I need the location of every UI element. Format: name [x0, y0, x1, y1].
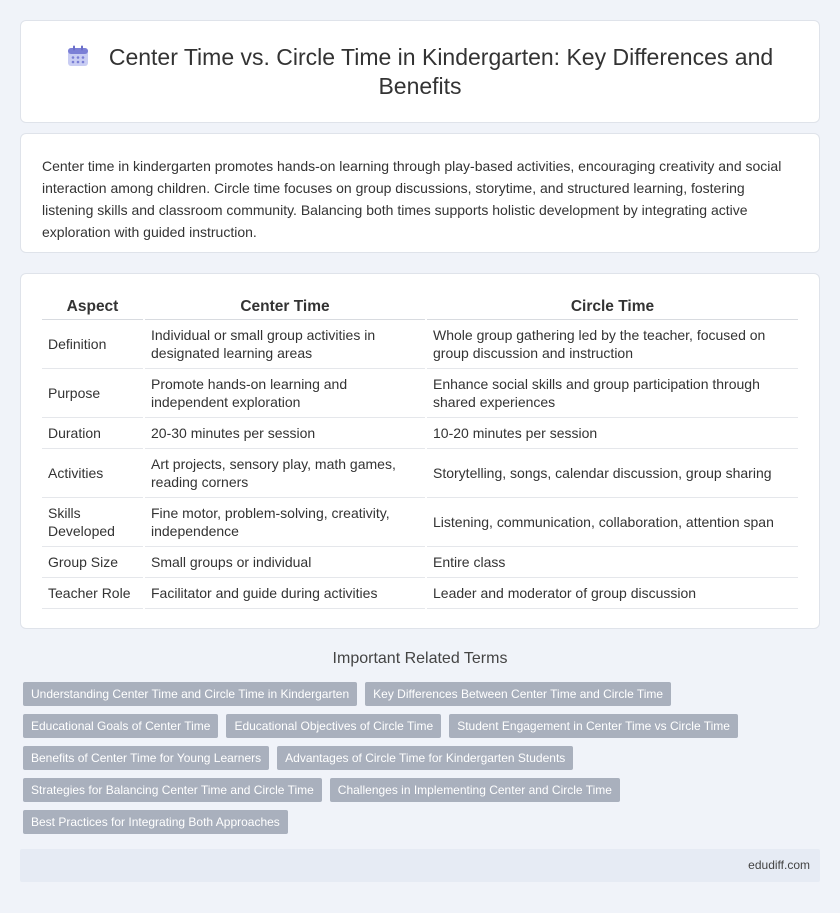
title-card [20, 20, 820, 123]
aspect-cell: Definition [42, 319, 144, 368]
table-row [42, 546, 798, 577]
circle-time-cell: Storytelling, songs, calendar discussion, group sharing [426, 448, 798, 497]
tag-row [23, 714, 803, 738]
center-time-cell: 20-30 minutes per session [144, 417, 426, 448]
footer [20, 849, 820, 882]
aspect-cell: Activities [42, 448, 144, 497]
related-tag[interactable]: Advantages of Circle Time for Kindergarten Students [277, 746, 573, 770]
tag-row [23, 778, 803, 802]
table-row [42, 577, 798, 608]
related-tag[interactable]: Best Practices for Integrating Both Approaches [23, 810, 288, 834]
comparison-card [20, 273, 820, 629]
footer-site-link[interactable]: edudiff.com [748, 858, 810, 872]
aspect-cell: Group Size [42, 546, 144, 577]
calendar-icon [67, 45, 89, 67]
related-tag[interactable]: Educational Goals of Center Time [23, 714, 218, 738]
page-title: Center Time vs. Circle Time in Kindergarten: Key Differences and Benefits [108, 44, 774, 99]
circle-time-cell: Whole group gathering led by the teacher, focused on group discussion and instruction [426, 319, 798, 368]
header-center-time: Center Time [144, 295, 426, 319]
table-row [42, 417, 798, 448]
aspect-cell: Duration [42, 417, 144, 448]
tag-row [23, 746, 803, 770]
related-tag[interactable]: Student Engagement in Center Time vs Circle Time [449, 714, 738, 738]
related-tag[interactable]: Understanding Center Time and Circle Time in Kindergarten [23, 682, 357, 706]
center-time-cell: Fine motor, problem-solving, creativity, independence [144, 497, 426, 546]
intro-text: Center time in kindergarten promotes hands-on learning through play-based activities, encouraging creativity and social interaction among children. Circle time focuses on group discussions, storytime, and structured learning, fostering listening skills and classroom community. Balancing both times supports holistic development by integrating active exploration with guided instruction. [42, 158, 782, 240]
center-time-cell: Art projects, sensory play, math games, reading corners [144, 448, 426, 497]
header-aspect: Aspect [42, 295, 144, 319]
table-row [42, 319, 798, 368]
tag-row [23, 810, 803, 834]
related-terms-title: Important Related Terms [332, 650, 508, 667]
intro-card [20, 133, 820, 253]
center-time-cell: Individual or small group activities in designated learning areas [144, 319, 426, 368]
related-tag[interactable]: Key Differences Between Center Time and Circle Time [365, 682, 671, 706]
circle-time-cell: Leader and moderator of group discussion [426, 577, 798, 608]
center-time-cell: Facilitator and guide during activities [144, 577, 426, 608]
table-header-row [42, 295, 798, 319]
circle-time-cell: Listening, communication, collaboration, attention span [426, 497, 798, 546]
circle-time-cell: 10-20 minutes per session [426, 417, 798, 448]
tag-row [23, 682, 803, 706]
aspect-cell: Skills Developed [42, 497, 144, 546]
related-tag[interactable]: Challenges in Implementing Center and Circle Time [330, 778, 620, 802]
center-time-cell: Small groups or individual [144, 546, 426, 577]
header-circle-time: Circle Time [426, 295, 798, 319]
table-row [42, 368, 798, 417]
related-tag[interactable]: Strategies for Balancing Center Time and Circle Time [23, 778, 322, 802]
circle-time-cell: Enhance social skills and group participation through shared experiences [426, 368, 798, 417]
center-time-cell: Promote hands-on learning and independent exploration [144, 368, 426, 417]
circle-time-cell: Entire class [426, 546, 798, 577]
aspect-cell: Teacher Role [42, 577, 144, 608]
related-tag[interactable]: Educational Objectives of Circle Time [226, 714, 441, 738]
title-wrap [51, 43, 789, 101]
table-row [42, 497, 798, 546]
aspect-cell: Purpose [42, 368, 144, 417]
comparison-table [42, 295, 798, 609]
related-tags [23, 682, 803, 842]
table-row [42, 448, 798, 497]
related-tag[interactable]: Benefits of Center Time for Young Learners [23, 746, 269, 770]
